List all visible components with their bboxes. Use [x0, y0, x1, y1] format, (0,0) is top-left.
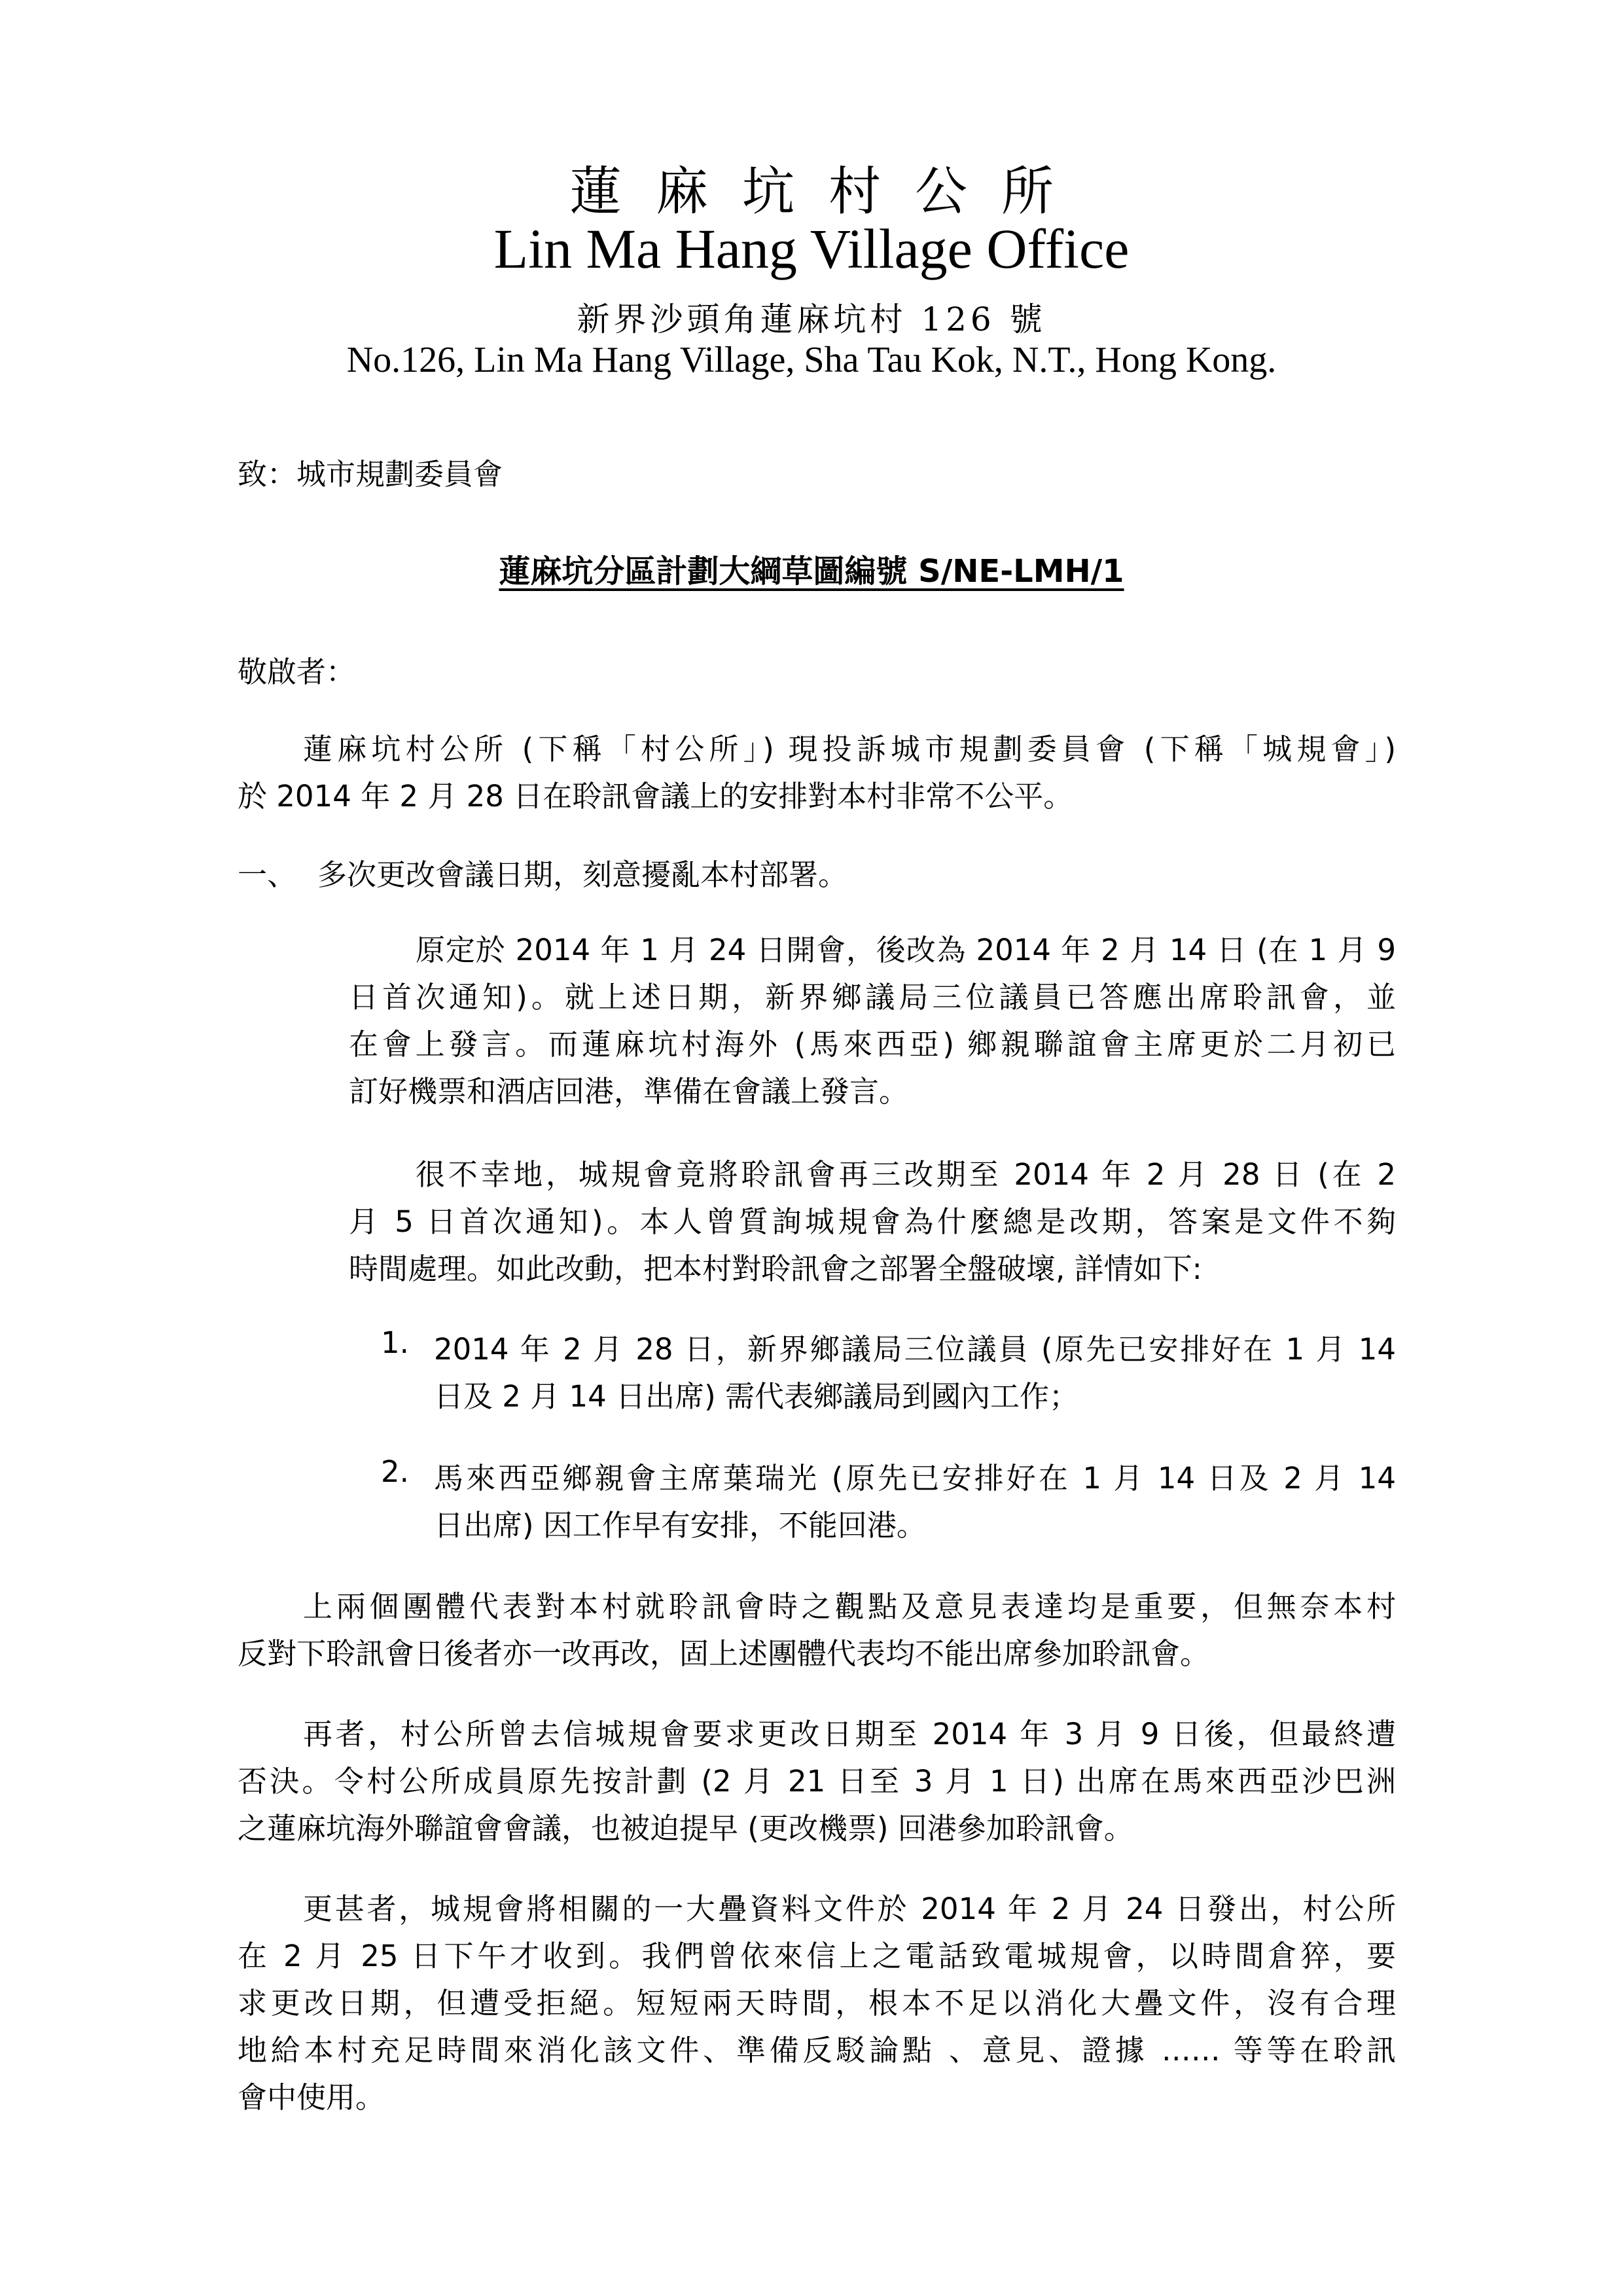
section-paragraph-line: 在會上發言。而蓮麻坑村海外 (馬來西亞) 鄉親聯誼會主席更於二月初已	[349, 1027, 1396, 1062]
addressee: 致：城市規劃委員會	[238, 457, 503, 492]
section-number: 一、	[238, 857, 297, 892]
section-paragraph-line: 訂好機票和酒店回港，準備在會議上發言。	[349, 1074, 909, 1109]
body-paragraph-line: 反對下聆訊會日後者亦一改再改，固上述團體代表均不能出席參加聆訊會。	[238, 1636, 1210, 1671]
letterhead-address-cn: 新界沙頭角蓮麻坑村 126 號	[577, 300, 1046, 338]
subject-heading: 蓮麻坑分區計劃大綱草圖編號 S/NE-LMH/1	[499, 553, 1124, 590]
letterhead-name-cn: 蓮麻坑村公所	[569, 161, 1088, 222]
body-paragraph-line: 之蓮麻坑海外聯誼會會議，也被迫提早 (更改機票) 回港參加聆訊會。	[238, 1811, 1133, 1846]
body-paragraph-line: 地給本村充足時間來消化該文件、準備反駁論點 、意見、證據 …… 等等在聆訊	[238, 2033, 1396, 2068]
intro-line: 於 2014 年 2 月 28 日在聆訊會議上的安排對本村非常不公平。	[238, 779, 1073, 814]
section-heading: 多次更改會議日期，刻意擾亂本村部署。	[317, 857, 848, 892]
section-paragraph-line: 時間處理。如此改動，把本村對聆訊會之部署全盤破壞, 詳情如下:	[349, 1251, 1202, 1286]
body-paragraph-line: 否決。令村公所成員原先按計劃 (2 月 21 日至 3 月 1 日) 出席在馬來西亞沙巴洲	[238, 1764, 1396, 1799]
list-item-line: 日及 2 月 14 日出席) 需代表鄉議局到國內工作；	[434, 1379, 1079, 1414]
body-paragraph-line: 會中使用。	[238, 2080, 385, 2115]
letterhead-address-en: No.126, Lin Ma Hang Village, Sha Tau Kok, N.T., Hong Kong.	[346, 340, 1277, 380]
list-item-number: 2.	[381, 1454, 409, 1489]
salutation: 敬啟者：	[238, 655, 356, 689]
section-paragraph-line: 日首次通知)。就上述日期，新界鄉議局三位議員已答應出席聆訊會，並	[349, 980, 1396, 1014]
list-item-number: 1.	[381, 1325, 409, 1360]
list-item-line: 日出席) 因工作早有安排，不能回港。	[434, 1508, 926, 1543]
body-paragraph-line: 再者，村公所曾去信城規會要求更改日期至 2014 年 3 月 9 日後，但最終遭	[303, 1717, 1396, 1751]
section-paragraph-line: 原定於 2014 年 1 月 24 日開會，後改為 2014 年 2 月 14 日 (在 1 月 9	[416, 933, 1396, 967]
intro-line: 蓮麻坑村公所 (下稱「村公所」) 現投訴城市規劃委員會 (下稱「城規會」)	[303, 732, 1396, 766]
body-paragraph-line: 求更改日期，但遭受拒絕。短短兩天時間，根本不足以消化大疊文件，沒有合理	[238, 1986, 1396, 2020]
section-paragraph-line: 很不幸地，城規會竟將聆訊會再三改期至 2014 年 2 月 28 日 (在 2	[416, 1157, 1396, 1192]
letterhead-name-en: Lin Ma Hang Village Office	[493, 217, 1130, 280]
body-paragraph-line: 上兩個團體代表對本村就聆訊會時之觀點及意見表達均是重要，但無奈本村	[303, 1589, 1396, 1624]
list-item-line: 2014 年 2 月 28 日，新界鄉議局三位議員 (原先已安排好在 1 月 14	[434, 1332, 1396, 1367]
body-paragraph-line: 在 2 月 25 日下午才收到。我們曾依來信上之電話致電城規會，以時間倉猝，要	[238, 1939, 1396, 1973]
body-paragraph-line: 更甚者，城規會將相關的一大疊資料文件於 2014 年 2 月 24 日發出，村公所	[303, 1892, 1396, 1926]
list-item-line: 馬來西亞鄉親會主席葉瑞光 (原先已安排好在 1 月 14 日及 2 月 14	[434, 1461, 1396, 1496]
section-paragraph-line: 月 5 日首次通知)。本人曾質詢城規會為什麼總是改期，答案是文件不夠	[349, 1204, 1396, 1239]
